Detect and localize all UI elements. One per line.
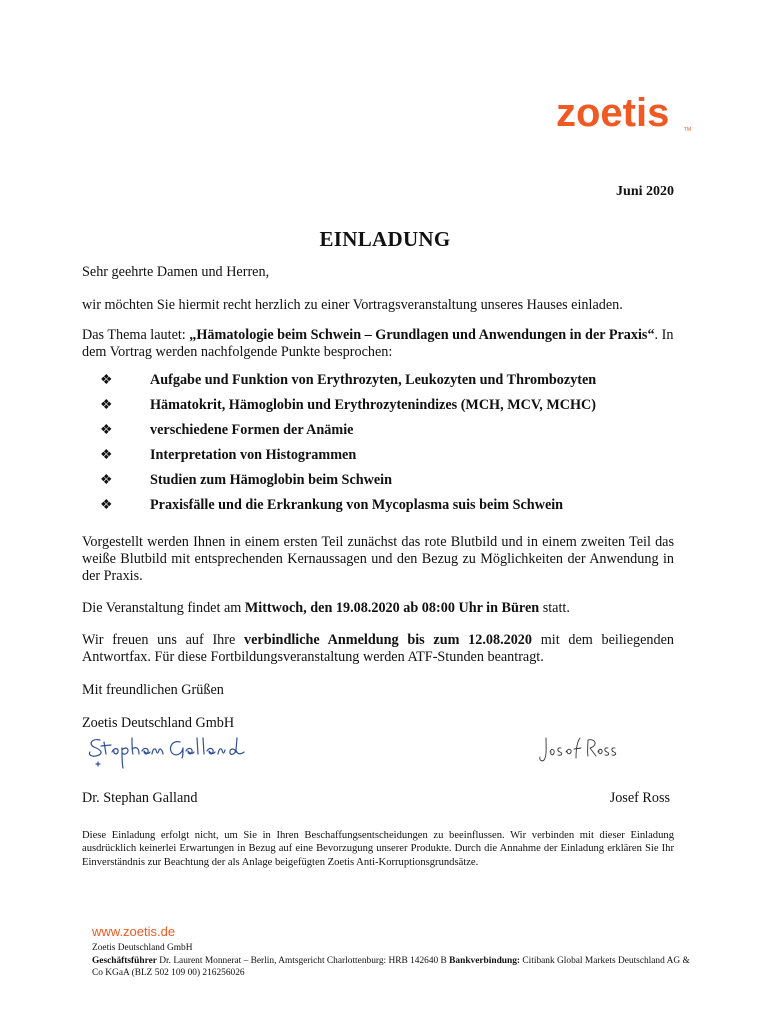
zoetis-logo: [556, 92, 696, 136]
diamond-bullet-icon: ❖: [100, 448, 113, 463]
company-name: Zoetis Deutschland GmbH: [82, 715, 235, 731]
footer-bank-text: Citibank Global Markets Deutschland AG & Co KGaA (BLZ 502 109 00) 216256026: [92, 955, 690, 979]
diamond-bullet-icon: ❖: [100, 498, 113, 513]
logo-trademark: TM: [684, 127, 692, 133]
event-details: Mittwoch, den 19.08.2020 ab 08:00 Uhr in Büren: [244, 600, 540, 616]
theme-prefix: Das Thema lautet:: [82, 327, 190, 343]
registration-deadline: verbindliche Anmeldung bis zum 12.08.2020: [244, 632, 532, 648]
disclaimer: Diese Einladung erfolgt nicht, um Sie in Ihren Beschaffungsentscheidungen zu beeinflussen. Wir verbinden mit dieser Einladung ausdrücklich keinerlei Erwartungen in Bezug auf eine Bevorzugung unserer Produkte. Durch die Annahme der Einladung erklären Sie Ihr Einverständnis zur Beachtung der als Anlage beigefügten Zoetis Anti-Korruptionsgrundsätze.: [82, 830, 674, 868]
event-paragraph: [82, 600, 674, 617]
signatory-left-name: Dr. Stephan Galland: [82, 790, 198, 806]
list-item-text: Hämatokrit, Hämoglobin und Erythrozytenindizes (MCH, MCV, MCHC): [150, 397, 596, 413]
diamond-bullet-icon: ❖: [100, 423, 113, 438]
footer: [92, 924, 692, 980]
list-item: [82, 371, 674, 396]
list-item-text: Praxisfälle und die Erkrankung von Mycoplasma suis beim Schwein: [150, 497, 564, 513]
diamond-bullet-icon: ❖: [100, 373, 113, 388]
theme-suffix: . In dem Vortrag werden nachfolgende Punkte besprochen:: [82, 327, 674, 360]
footer-website-link[interactable]: www.zoetis.de: [92, 924, 176, 939]
footer-details: [92, 955, 692, 980]
signature-row: [82, 732, 674, 790]
presented-paragraph: Vorgestellt werden Ihnen in einem ersten Teil zunächst das rote Blutbild und in einem zweiten Teil das weiße Blutbild mit entsprechenden Kernaussagen und den Bezug zu Möglichkeiten der Anwendung in der Praxis.: [82, 534, 674, 584]
registration-suffix: mit dem beiliegenden Antwortfax. Für diese Fortbildungsveranstaltung werden ATF-Stunden beantragt.: [82, 632, 675, 665]
intro-paragraph: wir möchten Sie hiermit recht herzlich zu einer Vortragsveranstaltung unseres Hauses einladen.: [82, 297, 623, 313]
footer-gf-text: Dr. Laurent Monnerat – Berlin, Amtsgericht Charlottenburg: HRB 142640 B: [156, 955, 450, 966]
list-item-text: Aufgabe und Funktion von Erythrozyten, Leukozyten und Thrombozyten: [150, 372, 597, 388]
list-item-text: verschiedene Formen der Anämie: [150, 422, 354, 438]
footer-company: Zoetis Deutschland GmbH: [92, 943, 193, 953]
topic-list: [82, 371, 674, 521]
list-item: [82, 421, 674, 446]
signatory-names: [82, 790, 674, 808]
theme-title: „Hämatologie beim Schwein – Grundlagen und Anwendungen in der Praxis“: [189, 327, 655, 343]
signature-galland: [84, 732, 264, 772]
letter-title: EINLADUNG: [319, 227, 451, 251]
footer-bank-label: Bankverbindung:: [449, 955, 521, 966]
list-item: [82, 446, 674, 471]
theme-paragraph: [82, 327, 674, 361]
signature-ross: [536, 732, 618, 768]
diamond-bullet-icon: ❖: [100, 473, 113, 488]
event-suffix: statt.: [539, 600, 570, 616]
list-item: [82, 396, 674, 421]
list-item: [82, 471, 674, 496]
list-item-text: Interpretation von Histogrammen: [150, 447, 357, 463]
footer-gf-label: Geschäftsführer: [92, 955, 157, 966]
footer-legal: [92, 942, 692, 980]
letter-date: Juni 2020: [616, 184, 674, 199]
list-item: [82, 496, 674, 521]
logo-wordmark: zoetis: [556, 92, 670, 135]
salutation: Sehr geehrte Damen und Herren,: [82, 264, 270, 280]
letter-body: [82, 264, 674, 808]
registration-paragraph: [82, 632, 674, 666]
closing: Mit freundlichen Grüßen: [82, 682, 224, 698]
signatory-right-name: Josef Ross: [609, 790, 670, 806]
list-item-text: Studien zum Hämoglobin beim Schwein: [150, 472, 393, 488]
registration-prefix: Wir freuen uns auf Ihre: [82, 632, 245, 648]
diamond-bullet-icon: ❖: [100, 398, 113, 413]
event-prefix: Die Veranstaltung findet am: [82, 600, 245, 616]
